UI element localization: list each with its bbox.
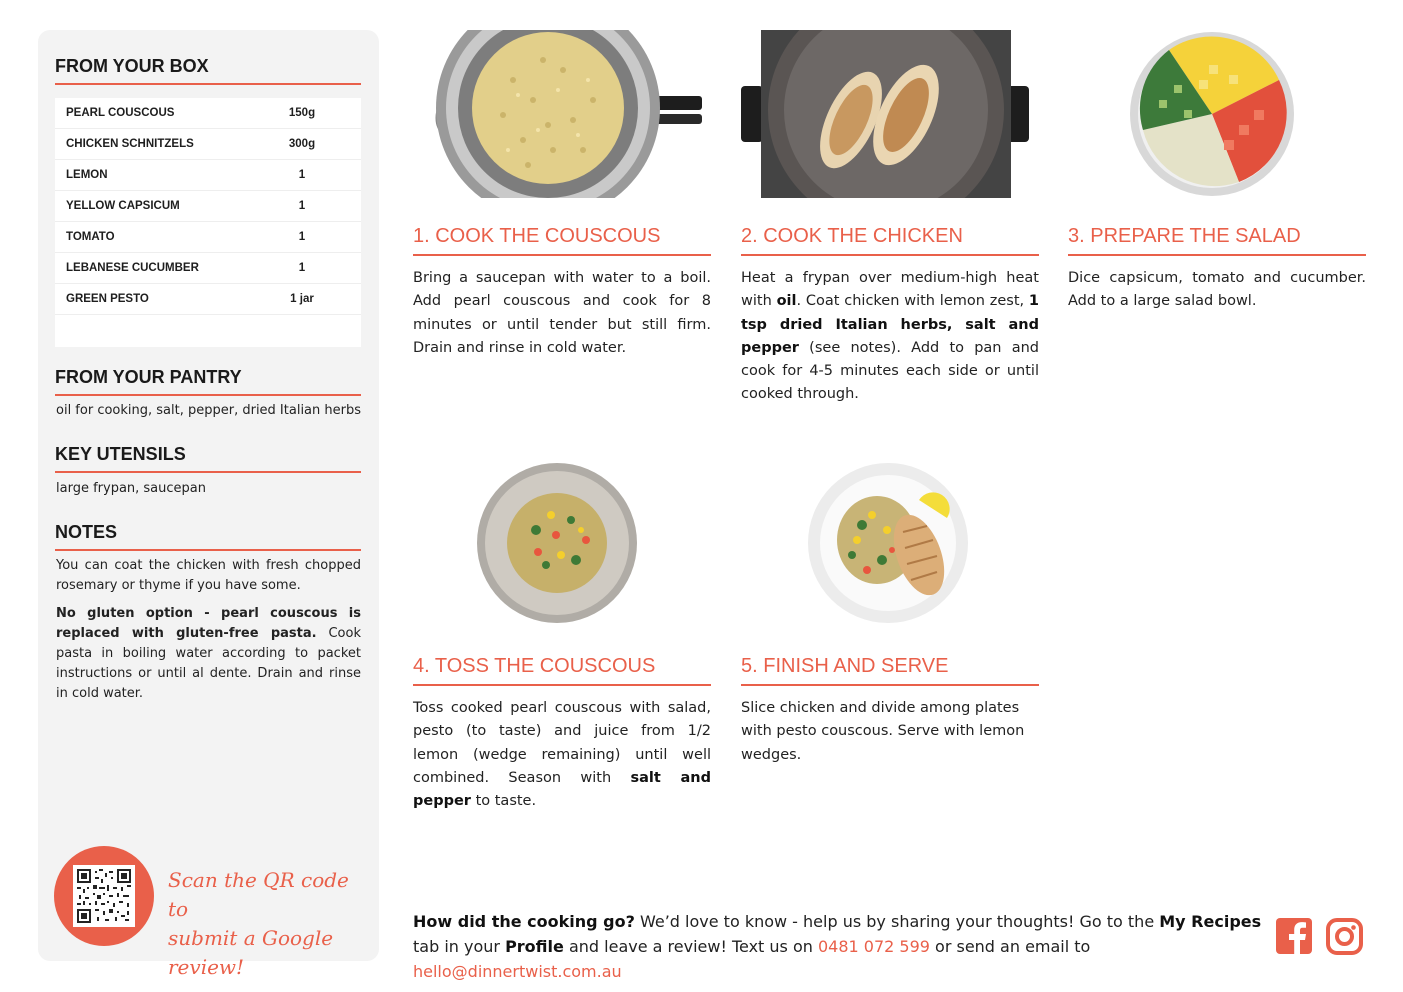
table-row — [55, 160, 361, 191]
ingredient-qty: 300g — [288, 138, 316, 150]
ingredient-name: LEMON — [66, 169, 108, 181]
pantry-title: FROM YOUR PANTRY — [55, 367, 361, 396]
utensils-title: KEY UTENSILS — [55, 444, 361, 473]
ingredient-qty: 1 — [298, 169, 306, 181]
footer-question: How did the cooking go? — [413, 912, 635, 931]
ingredient-name: PEARL COUSCOUS — [66, 107, 175, 119]
footer-text: and leave a review! Text us on — [563, 937, 818, 956]
notes-text-1: You can coat the chicken with fresh chopped rosemary or thyme if you have some. — [56, 558, 361, 593]
notes-bold-text: No gluten option - pearl couscous is replaced with gluten-free pasta. — [56, 606, 361, 641]
ingredient-name: CHICKEN SCHNITZELS — [66, 138, 194, 150]
step-4-title: 4. TOSS THE COUSCOUS — [413, 655, 711, 686]
utensils-text: large frypan, saucepan — [56, 481, 206, 496]
ingredient-name: GREEN PESTO — [66, 293, 149, 305]
qr-line-2: submit a Google review! — [168, 926, 334, 979]
qr-badge[interactable] — [54, 846, 154, 946]
table-row — [55, 222, 361, 253]
instagram-icon[interactable] — [1326, 918, 1363, 955]
ingredient-qty: 1 — [298, 262, 306, 274]
email-link[interactable]: hello@dinnertwist.com.au — [413, 962, 622, 981]
step-2-text: (see notes). Add to pan and cook for 4-5 minutes each side or until cooked through. — [741, 339, 1039, 403]
profile-label: Profile — [505, 937, 564, 956]
table-row — [55, 98, 361, 129]
step-5-body: Slice chicken and divide among plates with pesto couscous. Serve with lemon wedges. — [741, 700, 1025, 763]
step-5-photo — [807, 460, 969, 626]
table-row-empty — [55, 315, 361, 347]
footer-review-text — [413, 909, 1263, 984]
step-2-text: . Coat chicken with lemon zest, — [796, 293, 1029, 310]
ingredient-qty: 150g — [288, 107, 316, 119]
step-3-body: Dice capsicum, tomato and cucumber. Add to a large salad bowl. — [1068, 270, 1366, 310]
ingredients-table — [55, 98, 361, 347]
pantry-text: oil for cooking, salt, pepper, dried Italian herbs — [56, 403, 361, 418]
step-3-photo — [1129, 30, 1295, 198]
step-2-title: 2. COOK THE CHICKEN — [741, 225, 1039, 256]
step-2-bold: oil — [776, 293, 797, 310]
ingredient-name: LEBANESE CUCUMBER — [66, 262, 199, 274]
footer-text: We’d love to know - help us by sharing your thoughts! Go to the — [634, 912, 1160, 931]
step-5-title: 5. FINISH AND SERVE — [741, 655, 1039, 686]
ingredient-qty: 1 — [298, 200, 306, 212]
qr-prompt-text — [168, 866, 368, 982]
step-1-title: 1. COOK THE COUSCOUS — [413, 225, 711, 256]
step-1-body: Bring a saucepan with water to a boil. Add pearl couscous and cook for 8 minutes or until tender but still firm. Drain and rinse in cold water. — [413, 270, 711, 356]
step-2-photo — [741, 30, 1039, 198]
notes-text-2 — [56, 604, 361, 704]
table-row — [55, 129, 361, 160]
step-4-photo — [476, 460, 638, 626]
footer-text: or send an email to — [929, 937, 1091, 956]
ingredient-qty: 1 — [298, 231, 306, 243]
qr-line-1: Scan the QR code to — [168, 868, 349, 921]
step-1-photo — [413, 30, 711, 198]
step-4-bold: salt and pepper — [413, 769, 712, 810]
sidebar — [38, 30, 379, 979]
from-box-title: FROM YOUR BOX — [55, 56, 361, 85]
ingredient-qty: 1 jar — [290, 293, 314, 305]
notes-title: NOTES — [55, 522, 361, 551]
step-4-text: to taste. — [470, 793, 537, 810]
ingredient-name: TOMATO — [66, 231, 115, 243]
step-4-text: Toss cooked pearl couscous with salad, pesto (to taste) and juice from 1/2 lemon (wedge remaining) until well combined. Season with — [413, 700, 711, 786]
my-recipes-label: My Recipes — [1159, 912, 1262, 931]
table-row — [55, 284, 361, 315]
footer-text: tab in your — [413, 937, 506, 956]
step-2-bold: 1 tsp dried Italian herbs, salt and pepper — [741, 293, 1040, 356]
qr-code-icon[interactable] — [73, 865, 135, 927]
step-4-body — [413, 697, 711, 813]
ingredient-name: YELLOW CAPSICUM — [66, 200, 180, 212]
facebook-icon[interactable] — [1276, 918, 1313, 955]
notes-rest-text: Cook pasta in boiling water according to packet instructions or until al dente. Drain and rinse in cold water. — [56, 626, 361, 701]
step-3-title: 3. PREPARE THE SALAD — [1068, 225, 1366, 256]
step-2-body — [741, 267, 1039, 407]
table-row — [55, 191, 361, 222]
phone-link[interactable]: 0481 072 599 — [817, 937, 930, 956]
table-row — [55, 253, 361, 284]
step-2-text: Heat a frypan over medium-high heat with — [741, 270, 1039, 310]
